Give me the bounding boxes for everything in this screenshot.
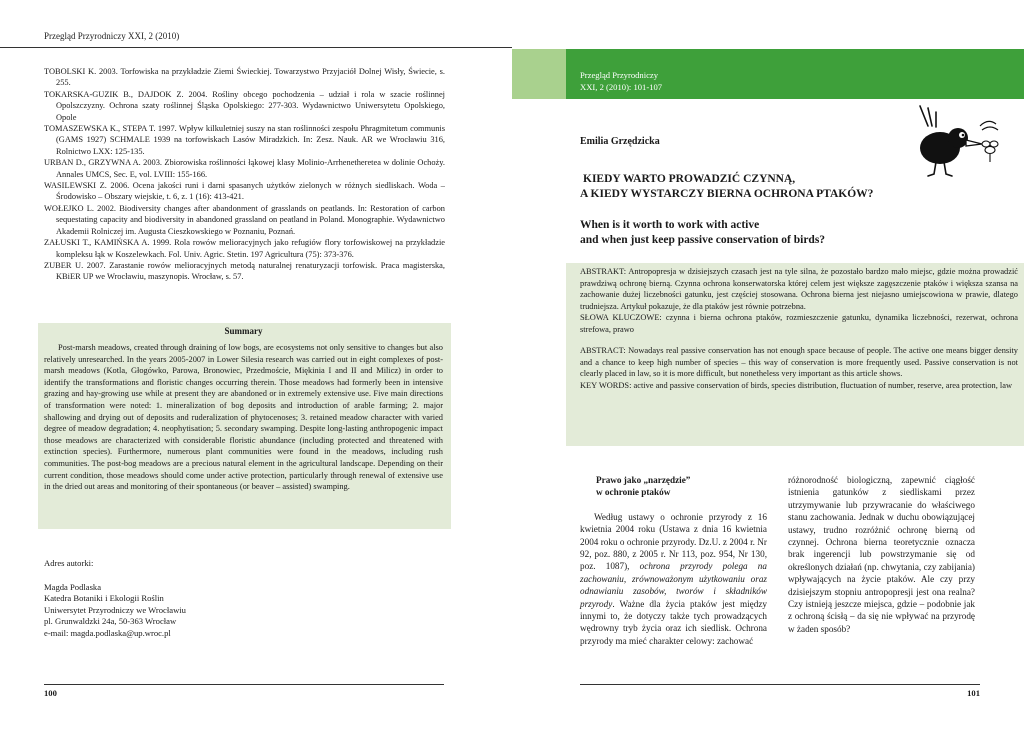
keywords-english: KEY WORDS: active and passive conservation of birds, species distribution, fluctuation of number, reserve, area protection, law <box>580 380 1013 390</box>
right-page <box>512 0 1024 729</box>
footer-rule <box>580 684 980 685</box>
keywords-polish: SŁOWA KLUCZOWE: czynna i bierna ochrona ptaków, rozmieszczenie gatunku, dynamika liczebności, rezerwat, ochrona strefowa, prawo <box>580 313 1018 334</box>
reference-item: TOMASZEWSKA K., STEPA T. 1997. Wpływ kilkuletniej suszy na stan roślinności zespołu Phragmitetum communis (GAMS 1927) SCHMALE 1939 na torfowiskach Lasów Miradzkich. In: Zesz. Nauk. AR we Wrocławiu 316, Rolnictwo LXX: 125-135. <box>44 124 445 156</box>
address-line: pl. Grunwaldzki 24a, 50-363 Wrocław <box>44 616 177 627</box>
title-en-line: When is it worth to work with active <box>580 219 760 231</box>
article-author: Emilia Grzędzicka <box>580 136 660 147</box>
references-list <box>44 66 445 283</box>
journal-citation <box>580 69 662 93</box>
article-title-polish <box>580 172 970 202</box>
summary-title: Summary <box>224 326 263 336</box>
body-paragraph: różnorodność biologiczną, zapewnić ciągłość istnienia gatunków z siedliskami przez utrzymywanie lub przywracanie do właściwego stanu zachowania. Jednak w duchu obowiązującej ustawy, trudno rozróżnić ochronę bierną od czynnej. Ochrona bierna teoretycznie oznacza brak ingerencji lub powstrzymanie się od określonych działań (np. chwytania, czy zabijania) wpływających na życie ptaków. Ale czy przy dzisiejszym stopniu antropopresji jest ona realna? Czy istnieją jeszcze miejsca, gdzie – podobnie jak z ochroną ścisłą – da się nie wpływać na przyrodę w żaden sposób? <box>788 475 975 634</box>
abstract-english: ABSTRACT: Nowadays real passive conservation has not enough space because of people. The active one means bigger density and a chance to keep high number of species – this way of conservation is more frequently used. Passive conservation is not clearly placed in law, so it is more difficult, but nonetheless very important as this article shows. <box>580 346 1018 378</box>
summary-text: Post-marsh meadows, created through draining of low bogs, are ecosystems not only sensitive to changes but also relatively unresearched. In the years 2005-2007 in Lower Silesia research was carried out in eight complexes of post-marsh meadows (Kotla, Głogówko, Parowa, Bronowiec, Przedmoście, Miękinia I and II and Milicz) in order to identify the transformations and floristic changes occurring therein. Those meadows had formerly been in intensive grazing and hay-growing use while at present they are abandoned or in extremely extensive use. Five main directions of transformation were noted: 1. mineralization of bog deposits and introduction of arable farming; 2. major shallowing and drying out of deposits and ruderalization of phytocenoses; 3. retained meadow character with varied degree of meadow degradation; 4. neophytisation; 5. secondary swamping. Despite long-lasting anthropogenic impact those meadows are characterized with considerable floristic abundance (including protected and threatened with extinction species). Furthermore, numerous plant communities were found in the meadows, including rush communities. The post-bog meadows are a precious natural element in the agricultural landscape. Depending on their current condition, those meadows should come under active protection, particularly through renewal of extensive use in the dried out areas and monitoring of their spontaneous (or beaver – assisted) swamping. <box>44 343 443 492</box>
reference-item: TOKARSKA-GUZIK B., DAJDOK Z. 2004. Rośliny obcego pochodzenia – udział i rola w szacie roślinnej Opolszczyzny. Ochrona szaty roślinnej Śląska Opolskiego: 277-303. Wydawnictwo Uniwersytetu Opolskiego, Opole <box>44 89 445 122</box>
title-en-line: and when just keep passive conservation of birds? <box>580 234 826 246</box>
title-pl-line: A KIEDY WYSTARCZY BIERNA OCHRONA PTAKÓW? <box>580 188 874 200</box>
summary-box <box>38 323 451 529</box>
journal-title: Przegląd Przyrodniczy <box>580 70 659 80</box>
header-band-light <box>512 49 566 99</box>
running-head: Przegląd Przyrodniczy XXI, 2 (2010) <box>44 31 180 41</box>
bird-illustration-icon <box>906 104 1002 180</box>
reference-item: ZAŁUSKI T., KAMIŃSKA A. 1999. Rola rowów melioracyjnych jako refugiów flory torfowiskowej na przykładzie kompleksu łąk w Koszelewkach. Fol. Univ. Agric. Stetin. 197 Agricultura (75): 373-376. <box>44 238 445 259</box>
footer-rule <box>44 684 444 685</box>
body-paragraph: Według ustawy o ochronie przyrody z 16 kwietnia 2004 roku (Ustawa z dnia 16 kwietnia 2004 roku o ochronie przyrody. Dz.U. z 2004 r. Nr 92, poz. 880, z 2005 r. Nr 113, poz. 954, Nr 130, poz. 1087), ochrona przyrody polega na zachowaniu, zrównoważonym użytkowaniu oraz odnawianiu zasobów, tworów i składników przyrody. Ważne dla życia ptaków jest między innymi to, że dotyczy także tych prowadzących wędrowny tryb życia oraz ich siedlisk. Ochrona przyrody ma mieć charakter celowy: zachować <box>580 511 767 646</box>
abstract-box <box>566 263 1024 446</box>
body-column-2 <box>788 474 975 635</box>
law-quote: ochrona przyrody polega na zachowaniu, zrównoważonym użytkowaniu oraz odnawianiu zasobów, tworów i składników przyrody <box>580 561 767 609</box>
address-line: Magda Podlaska <box>44 581 102 592</box>
body-column-1 <box>580 474 767 647</box>
title-pl-line: KIEDY WARTO PROWADZIĆ CZYNNĄ, <box>583 173 796 185</box>
reference-item: WOŁEJKO L. 2002. Biodiversity changes after abandonment of grasslands on peatlands. In: Restoration of carbon sequestating capacity and biodiversity in abandoned grassland on peatland in Poland. Monographie. Wydawnictwo Akademii Rolniczej im. Augusta Cieszkowskiego w Poznaniu, Poznań. <box>44 203 445 236</box>
address-email: e-mail: magda.podlaska@up.wroc.pl <box>44 627 171 638</box>
section-heading: Prawo jako „narzędzie” w ochronie ptaków <box>596 475 691 498</box>
abstract-polish: ABSTRAKT: Antropopresja w dzisiejszych czasach jest na tyle silna, że pozostało bardzo mało miejsc, gdzie można prowadzić prawdziwą ochronę bierną. Czynna ochrona konserwatorska której celem jest większe zagęszczenie ptaków i większa szansa na zachowanie dużej liczebności gatunku, jest częściej stosowana. Ochrona bierna jest niejasno umiejscowiona w prawie, dlatego trudniejsza. Artykuł pokazuje, że dla ptaków jest równie potrzebna. <box>580 267 1018 311</box>
address-line: Uniwersytet Przyrodniczy we Wrocławiu <box>44 604 186 615</box>
reference-item: URBAN D., GRZYWNA A. 2003. Zbiorowiska roślinności łąkowej klasy Molinio-Arrhenetheretea w dolinie Ochoży. Annales UMCS, Sec. E, vol. LVIII: 155-166. <box>44 158 445 179</box>
page-number: 100 <box>44 688 57 698</box>
reference-item: WASILEWSKI Z. 2006. Ocena jakości runi i darni spasanych użytków zielonych w różnych siedliskach. Woda – Środowisko – Obszary wiejskie, t. 6, z. 1 (16): 413-421. <box>44 181 445 202</box>
page-number: 101 <box>967 688 980 698</box>
address-line: Katedra Botaniki i Ekologii Roślin <box>44 593 164 604</box>
journal-issue: XXI, 2 (2010): 101-107 <box>580 82 663 92</box>
header-rule <box>0 47 512 48</box>
article-title-english <box>580 218 970 248</box>
reference-item: TOBOLSKI K. 2003. Torfowiska na przykładzie Ziemi Świeckiej. Towarzystwo Przyjaciół Dolnej Wisły, Świecie, s. 255. <box>44 67 445 88</box>
author-address <box>44 558 186 640</box>
reference-item: ZUBER U. 2007. Zarastanie rowów melioracyjnych metodą naturalnej renaturyzacji torfowisk. Praca magisterska, KBiER UP we Wrocławiu, maszynopis. Wrocław, s. 57. <box>44 260 445 282</box>
address-label: Adres autorki: <box>44 558 94 568</box>
